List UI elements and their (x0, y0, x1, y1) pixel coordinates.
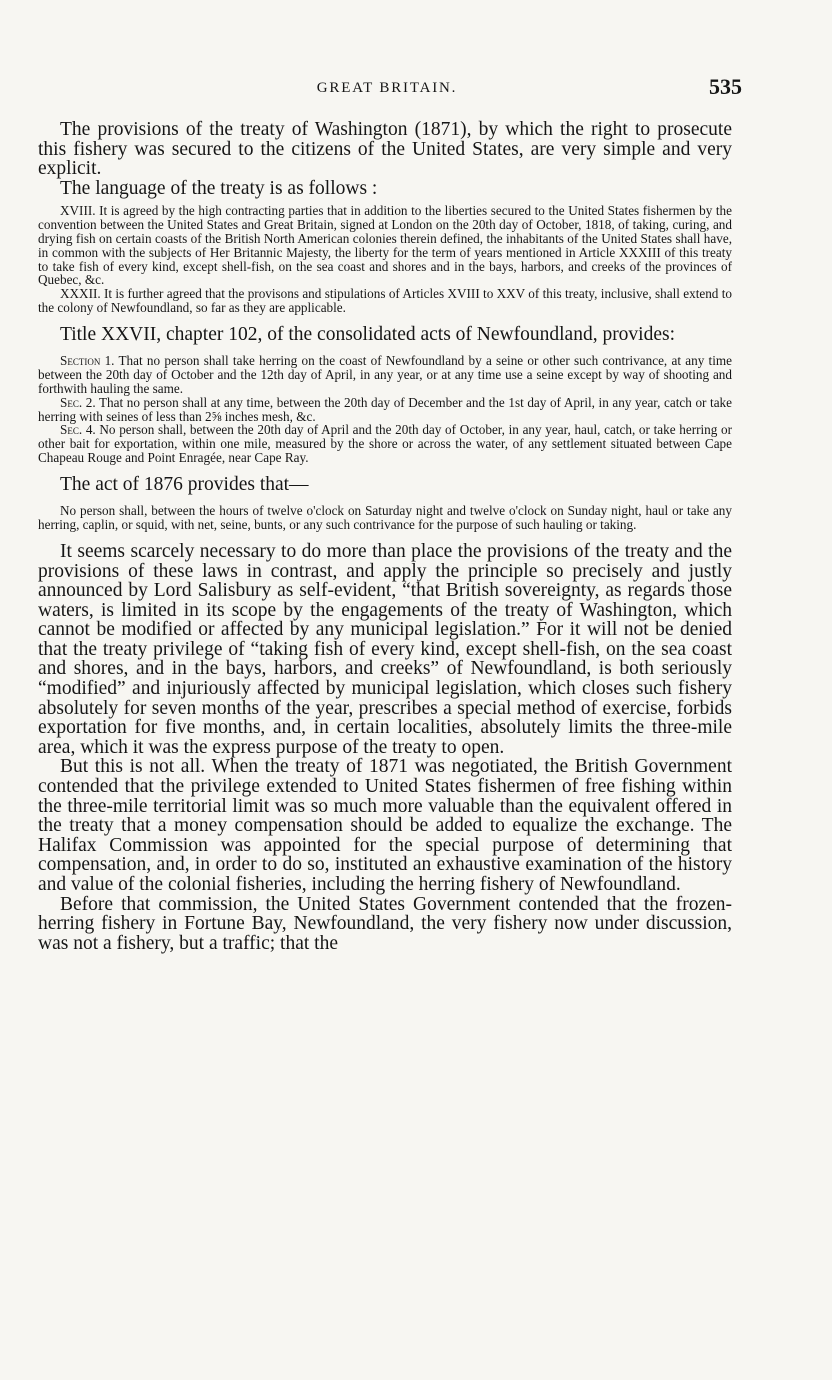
quote-section-2 (38, 396, 732, 424)
section-label: Sec. 2. (60, 394, 96, 410)
running-head: GREAT BRITAIN. (316, 80, 458, 96)
paragraph-intro: The provisions of the treaty of Washington (1871), by which the right to prosecute this fishery was secured to the citizens of the United States, are very simple and very explicit. (38, 119, 732, 180)
section-text: No person shall, between the 20th day of April and the 20th day of October, in any year, haul, catch, or take herring or other bait for exportation, within one mile, measured by the shore or across the water, of any settlement situated between Cape Chapeau Rouge and Point Enragée, near Cape Ray. (38, 422, 733, 465)
paragraph-title-xxvii: Title XXVII, chapter 102, of the consolidated acts of Newfoundland, provides: (60, 323, 676, 345)
page-body (38, 120, 732, 953)
page-header (38, 74, 742, 106)
quote-act-1876: No person shall, between the hours of twelve o'clock on Saturday night and twelve o'clock on Sunday night, haul or take any herring, caplin, or squid, with net, seine, bunts, or any such contrivance for the purpose of such hauling or taking. (38, 503, 732, 533)
paragraph-act-1876: The act of 1876 provides that— (60, 473, 309, 495)
quote-article-xxxii: XXXII. It is further agreed that the provisons and stipulations of Articles XVIII to XXV of this treaty, inclusive, shall extend to the colony of Newfoundland, so far as they are applicable. (38, 286, 732, 315)
section-label: Section 1. (60, 353, 115, 369)
section-label: Sec. 4. (60, 422, 96, 438)
page-number: 535 (709, 74, 742, 99)
paragraph-halifax-commission: But this is not all. When the treaty of 1871 was negotiated, the British Government contended that the privilege extended to United States fishermen of free fishing within the three-mile territorial limit was so much more valuable than the equivalent offered in the treaty that a money compensation should be added to equalize the exchange. The Halifax Commission was appointed for the special purpose of determining that compensation, and, in order to do so, instituted an exhaustive examination of the history and value of the colonial fisheries, including the herring fishery of Newfoundland. (38, 756, 732, 895)
paragraph-treaty-language: The language of the treaty is as follows : (60, 177, 378, 199)
paragraph-contrast: It seems scarcely necessary to do more than place the provisions of the treaty and the provisions of these laws in contrast, and apply the principle so precisely and justly announced by Lord Salisbury as self-evident, “that British sovereignty, as regards those waters, is limited in its scope by the engagements of the treaty of Washington, which cannot be modified or affected by any municipal legislation.” For it will not be denied that the treaty privilege of “taking fish of every kind, except shell-fish, on the sea coast and shores, and in the bays, harbors, and creeks” of Newfoundland, is both seriously “modified” and injuriously affected by municipal legislation, which closes such fishery absolutely for seven months of the year, prescribes a special method of exercise, forbids exportation for five months, and, in certain localities, absolutely limits the three-mile area, which it was the express purpose of the treaty to open. (38, 540, 732, 758)
paragraph-fortune-bay: Before that commission, the United States Government contended that the frozen-herring fishery in Fortune Bay, Newfoundland, the very fishery now under discussion, was not a fishery, but a traffic; that the (38, 893, 732, 954)
quote-article-xviii: XVIII. It is agreed by the high contracting parties that in addition to the liberties secured to the United States fishermen by the convention between the United States and Great Britain, signed at London on the 20th day of October, 1818, of taking, curing, and drying fish on certain coasts of the British North American colonies therein defined, the inhabitants of the United States shall have, in common with the subjects of Her Britannic Majesty, the liberty for the term of years mentioned in Article XXXIII of this treaty to take fish of every kind, except shell-fish, on the sea coast and shores and in the bays, harbors, and creeks of the provinces of Quebec, &c. (38, 203, 732, 288)
section-text: That no person shall at any time, between the 20th day of December and the 1st day of April, in any year, catch or take herring with seines of less than 2⅝ inches mesh, &c. (38, 394, 733, 424)
quote-section-1 (38, 354, 732, 395)
section-text: That no person shall take herring on the coast of Newfoundland by a seine or other such contrivance, at any time between the 20th day of October and the 12th day of April, in any year, or at any time use a seine except by way of shooting and forthwith hauling the same. (38, 353, 732, 396)
quote-section-4 (38, 423, 732, 464)
